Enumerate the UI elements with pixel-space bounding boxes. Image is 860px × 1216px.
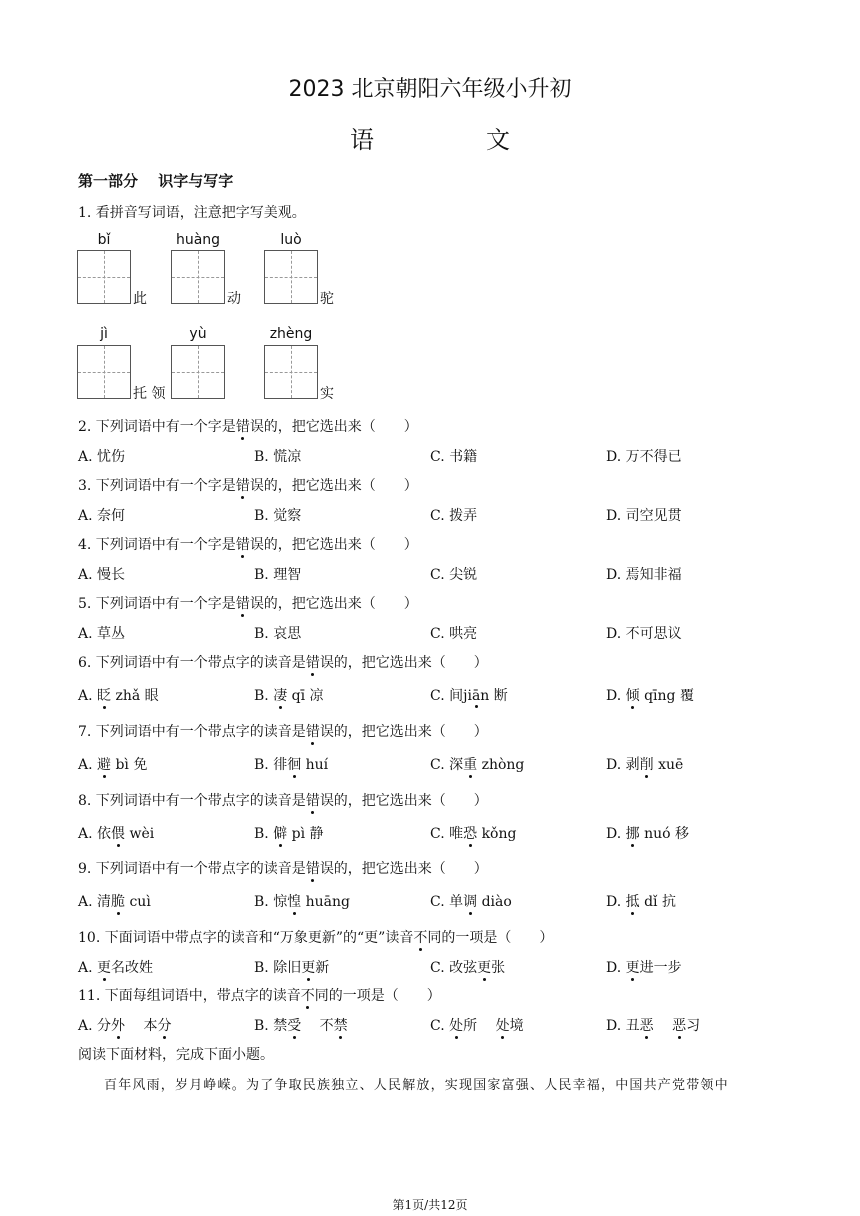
emphasis-dot-char: 倾 [626, 685, 640, 705]
question-stem: 9. 下列词语中有一个带点字的读音是错误的，把它选出来（ ） [78, 858, 488, 878]
answer-option[interactable]: A. 避 bì 免 [78, 754, 147, 774]
emphasis-dot-char: 僻 [273, 823, 287, 843]
emphasis-dot-char: 错 [236, 534, 250, 554]
answer-option[interactable]: A. 奈何 [78, 508, 126, 524]
emphasis-dot-char: 徊 [287, 754, 301, 774]
answer-option[interactable]: B. 哀思 [254, 626, 302, 642]
emphasis-dot-char: 脆 [111, 891, 125, 911]
question-stem: 6. 下列词语中有一个带点字的读音是错误的，把它选出来（ ） [78, 652, 488, 672]
answer-option[interactable]: B. 凄 qī 凉 [254, 685, 324, 705]
question-stem: 2. 下列词语中有一个字是错误的，把它选出来（ ） [78, 416, 418, 436]
emphasis-dot-char: 外 [111, 1015, 125, 1035]
question-stem: 4. 下列词语中有一个字是错误的，把它选出来（ ） [78, 534, 418, 554]
answer-option[interactable]: D. 万不得已 [606, 449, 682, 465]
emphasis-dot-char: 错 [236, 416, 250, 436]
emphasis-dot-char: 抵 [626, 891, 640, 911]
character-writing-box[interactable] [264, 250, 318, 304]
emphasis-dot-char: jiān [463, 688, 490, 704]
reading-instruction: 阅读下面材料，完成下面小题。 [78, 1047, 274, 1063]
answer-option[interactable]: D. 挪 nuó 移 [606, 823, 689, 843]
pinyin-label: yù [189, 326, 207, 342]
emphasis-dot-char: 恐 [463, 823, 477, 843]
answer-option[interactable]: C. 间jiān 断 [430, 688, 508, 704]
page-footer: 第1页/共12页 [392, 1198, 468, 1212]
emphasis-dot-char: 更 [301, 957, 315, 977]
answer-option[interactable]: C. 单调 diào [430, 891, 512, 911]
emphasis-dot-char: 更 [97, 957, 111, 977]
answer-option[interactable]: C. 哄亮 [430, 626, 478, 642]
question-stem: 11. 下面每组词语中，带点字的读音不同的一项是（ ） [78, 985, 441, 1005]
answer-option[interactable]: A. 分外 本分 [78, 1015, 171, 1035]
answer-option[interactable]: A. 忧伤 [78, 449, 126, 465]
page-title: 2023 北京朝阳六年级小升初 [288, 77, 572, 102]
answer-option[interactable]: B. 惊惶 huāng [254, 891, 350, 911]
emphasis-dot-char: 恶 [672, 1015, 686, 1035]
word-suffix: 托 领 [133, 386, 166, 402]
answer-option[interactable]: A. 依偎 wèi [78, 823, 154, 843]
question-stem: 5. 下列词语中有一个字是错误的，把它选出来（ ） [78, 593, 418, 613]
answer-option[interactable]: D. 司空见贯 [606, 508, 682, 524]
character-writing-box[interactable] [264, 345, 318, 399]
answer-option[interactable]: B. 禁受 不禁 [254, 1015, 348, 1035]
emphasis-dot-char: 错 [306, 858, 320, 878]
question-stem: 10. 下面词语中带点字的读音和“万象更新”的“更”读音不同的一项是（ ） [78, 927, 553, 947]
character-writing-box[interactable] [77, 250, 131, 304]
character-writing-box[interactable] [171, 345, 225, 399]
pinyin-label: luò [280, 232, 302, 248]
emphasis-dot-char: 不 [413, 927, 427, 947]
answer-option[interactable]: A. 草丛 [78, 626, 126, 642]
emphasis-dot-char: 受 [287, 1015, 301, 1035]
answer-option[interactable]: D. 更进一步 [606, 957, 682, 977]
emphasis-dot-char: 眨 [97, 685, 111, 705]
emphasis-dot-char: 凄 [273, 685, 287, 705]
answer-option[interactable]: B. 除旧更新 [254, 957, 329, 977]
answer-option[interactable]: D. 焉知非福 [606, 567, 682, 583]
answer-option[interactable]: D. 抵 dǐ 抗 [606, 891, 676, 911]
question-1-prompt: 1. 看拼音写词语，注意把字写美观。 [78, 205, 306, 221]
reading-passage: 百年风雨，岁月峥嵘。为了争取民族独立、人民解放，实现国家富强、人民幸福，中国共产党带领中 [104, 1078, 729, 1093]
emphasis-dot-char: 惶 [287, 891, 301, 911]
emphasis-dot-char: 错 [306, 652, 320, 672]
character-writing-box[interactable] [171, 250, 225, 304]
word-suffix: 驼 [320, 291, 334, 307]
answer-option[interactable]: B. 慌凉 [254, 449, 302, 465]
emphasis-dot-char: 错 [236, 593, 250, 613]
answer-option[interactable]: A. 更名改姓 [78, 957, 153, 977]
answer-option[interactable]: D. 丑恶 恶习 [606, 1015, 700, 1035]
question-stem: 7. 下列词语中有一个带点字的读音是错误的，把它选出来（ ） [78, 721, 488, 741]
emphasis-dot-char: 重 [463, 754, 477, 774]
emphasis-dot-char: 偎 [111, 823, 125, 843]
answer-option[interactable]: A. 慢长 [78, 567, 126, 583]
answer-option[interactable]: B. 理智 [254, 567, 302, 583]
emphasis-dot-char: 更 [477, 957, 491, 977]
answer-option[interactable]: C. 处所 处境 [430, 1015, 524, 1035]
emphasis-dot-char: 避 [97, 754, 111, 774]
section-heading: 第一部分 识字与写字 [78, 172, 234, 190]
question-stem: 8. 下列词语中有一个带点字的读音是错误的，把它选出来（ ） [78, 790, 488, 810]
emphasis-dot-char: 恶 [640, 1015, 654, 1035]
pinyin-label: huàng [175, 232, 221, 248]
emphasis-dot-char: 处 [496, 1015, 510, 1035]
emphasis-dot-char: 不 [301, 985, 315, 1005]
emphasis-dot-char: 错 [306, 721, 320, 741]
word-suffix: 动 [227, 291, 241, 307]
answer-option[interactable]: B. 觉察 [254, 508, 302, 524]
word-suffix: 实 [320, 386, 334, 402]
pinyin-label: jì [100, 326, 108, 342]
answer-option[interactable]: D. 倾 qīng 覆 [606, 685, 694, 705]
emphasis-dot-char: 错 [236, 475, 250, 495]
answer-option[interactable]: B. 僻 pì 静 [254, 823, 324, 843]
answer-option[interactable]: B. 徘徊 huí [254, 754, 328, 774]
answer-option[interactable]: C. 书籍 [430, 449, 478, 465]
emphasis-dot-char: 削 [640, 754, 654, 774]
word-suffix: 此 [133, 291, 147, 307]
pinyin-label: bǐ [97, 232, 111, 248]
answer-option[interactable]: C. 尖锐 [430, 567, 478, 583]
emphasis-dot-char: 处 [449, 1015, 463, 1035]
emphasis-dot-char: 禁 [334, 1015, 348, 1035]
emphasis-dot-char: 更 [626, 957, 640, 977]
character-writing-box[interactable] [77, 345, 131, 399]
answer-option[interactable]: D. 不可思议 [606, 626, 682, 642]
answer-option[interactable]: A. 眨 zhǎ 眼 [78, 685, 159, 705]
subject-title: 语 文 [350, 126, 554, 154]
emphasis-dot-char: 挪 [626, 823, 640, 843]
pinyin-label: zhèng [269, 326, 313, 342]
answer-option[interactable]: C. 唯恐 kǒng [430, 823, 516, 843]
answer-option[interactable]: D. 剥削 xuē [606, 754, 683, 774]
answer-option[interactable]: C. 拨弄 [430, 508, 478, 524]
answer-option[interactable]: C. 改弦更张 [430, 957, 505, 977]
question-stem: 3. 下列词语中有一个字是错误的，把它选出来（ ） [78, 475, 418, 495]
answer-option[interactable]: A. 清脆 cuì [78, 891, 151, 911]
emphasis-dot-char: 调 [463, 891, 477, 911]
answer-option[interactable]: C. 深重 zhòng [430, 754, 524, 774]
emphasis-dot-char: 分 [157, 1015, 171, 1035]
emphasis-dot-char: 错 [306, 790, 320, 810]
